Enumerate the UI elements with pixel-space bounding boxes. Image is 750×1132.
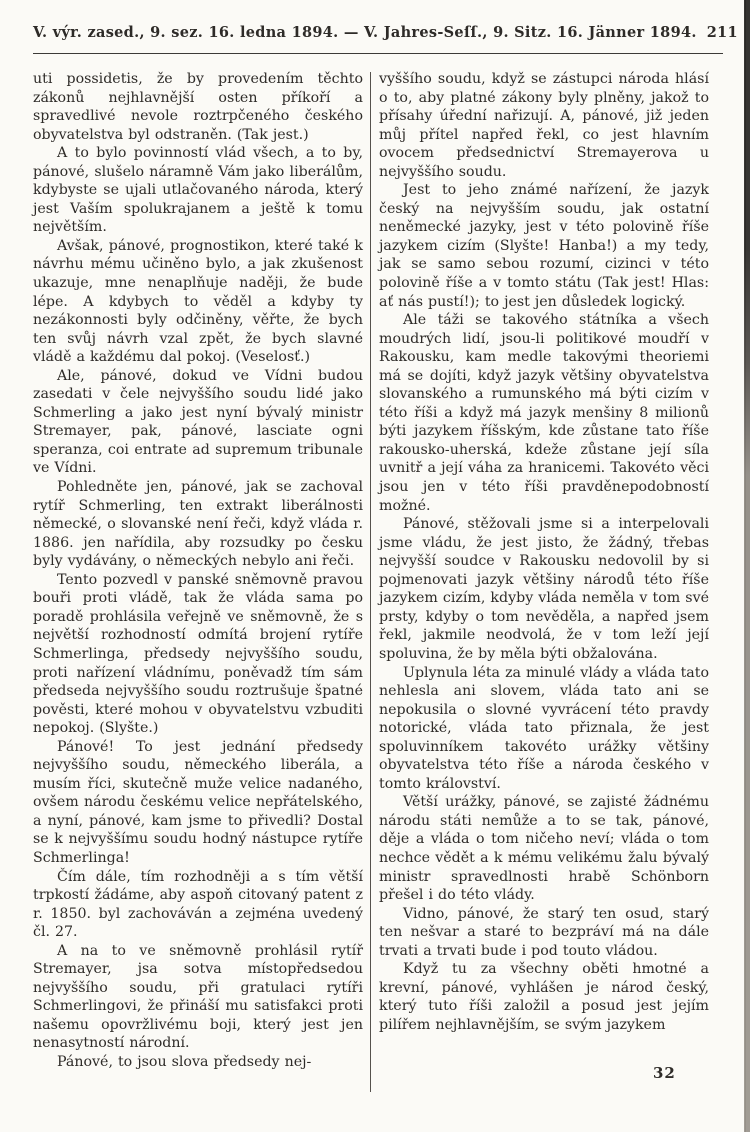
paragraph: Jest to jeho známé nařízení, že jazyk český na nejvyšším soudu, jak ostatní neněmecké jazyky, jest v této polovině říše jazykem cizím (Slyšte! Hanba!) a my tedy, jak se samo sebou rozumí, cizinci v této polovině říše a v tomto státu (Tak jest! Hlas: ať nás pustí!); to jest jen důsledek logický. (379, 182, 709, 310)
paragraph: Pánové, to jsou slova předsedy nej- (57, 1053, 312, 1070)
paragraph: Větší urážky, pánové, se zajisté žádnému národu státi nemůže a to se tak, pánové, děje a vláda o tom ničeho neví; vláda o tom nechce vědět a k mému velikému žalu bývalý ministr spravedlnosti hrabě Schönborn přešel i do této vlády. (379, 794, 709, 904)
paragraph: uti possidetis, že by provedením těchto zákonů nejhlavnější osten příkoří a spravedlivé nevole roztrpčeného českého obyvatelstva byl odstraněn. (Tak jest.) (33, 71, 363, 143)
scan-edge-artifact (744, 0, 750, 1132)
paragraph: Tento pozvedl v panské sněmovně pravou bouři proti vládě, tak že vláda sama po poradě prohlásila veřejně ve sněmovně, že s největší rozhodností odmítá brojení rytíře Schmerlinga, předsedy nejvyššího soudu, proti nařízení vládnímu, poněvadž tím sám předseda nejvyššího soudu roztrušuje špatné pověsti, které mohou v obyvatelstvu vzbuditi nepokoj. (Slyšte.) (33, 571, 363, 737)
paragraph: Pánové! To jest jednání předsedy nejvyššího soudu, německého liberála, a musím říci, skutečně muže velice nadaného, ovšem národu českému velice nepřátelského, a nyní, pánové, kam jsme to přivedli? Dostal se k nejvyššímu soudu hodný nástupce rytíře Schmerlinga! (33, 738, 363, 866)
page-header (33, 24, 738, 41)
paragraph: Vidno, pánové, že starý ten osud, starý ten nešvar a staré to bezpráví má na dále trvati a trvati bude i pod touto vládou. (379, 905, 709, 959)
paragraph: Čím dále, tím rozhodněji a s tím větší trpkostí žádáme, aby aspoň citovaný patent z r. 1850. byl zachováván a zejména uvedený čl. 27. (33, 868, 363, 941)
paragraph: Ale, pánové, dokud ve Vídni budou zasedati v čele nejvyššího soudu lidé jako Schmerling a jako jest nyní bývalý ministr Stremayer, pak, pánové, lasciate ogni speranza, coi entrate ad supremum tribunale ve Vídni. (33, 367, 363, 477)
paragraph: Avšak, pánové, prognostikon, které také k návrhu mému učiněno bylo, a jak zkušenost ukazuje, mne nenaplňuje naději, že bude lépe. A kdybych to věděl a kdyby ty nezákonnosti byly odčiněny, věřte, že bych ten svůj návrh vzal zpět, že bych slavné vládě a každému dal pokoj. (Veselosť.) (33, 237, 363, 366)
header-session-line: V. výr. zased., 9. sez. 16. ledna 1894. — V. Jahres-Seſſ., 9. Sitz. 16. Jänner 1894. (33, 24, 697, 41)
header-rule (33, 53, 723, 54)
paragraph: Pánové, stěžovali jsme si a interpelovali jsme vládu, že jest jisto, že žádný, třebas nejvyšší soudce v Rakousku nedovolil by si pojmenovati jazyk většiny národů této říše jazykem cizím, kdyby vláda neměla v tom své prsty, kdyby o tom nevěděla, a napřed jsem řekl, jakmile neodvolá, že v tom leží její spoluvina, že by měla býti obžalována. (379, 516, 709, 662)
paragraph: Pohledněte jen, pánové, jak se zachoval rytíř Schmerling, ten extrakt liberálnosti německé, o slovanské není řeči, když vláda r. 1886. jen nařídila, aby rozsudky po česku byly vydávány, o německých nebylo ani řeči. (33, 479, 363, 570)
page-number: 211 (706, 24, 738, 41)
column-divider (370, 72, 371, 1092)
right-column (379, 70, 709, 1034)
signature-mark: 32 (653, 1064, 676, 1082)
paragraph: Ale táži se takového státníka a všech moudrých lidí, jsou-li politikové moudří v Rakousku, kam medle takovými theoriemi má se dojíti, když jazyk většiny obyvatelstva slovanského a rumunského má býti cizím v této říši a když má jazyk menšiny 8 milionů býti jazykem říšským, kde zůstane tato říše rakousko-uherská, kdeže zůstane její síla uvnitř a její váha za hranicemi. Takovéto věci jsou jen v této říši pravděnepodobností možné. (379, 312, 709, 514)
paragraph: Uplynula léta za minulé vlády a vláda tato nehlesla ani slovem, vláda tato ani se nepokusila o slovné vyvrácení této pravdy notorické, vláda tato přiznala, že jest spoluvinníkem takovéto urážky většiny obyvatelstva této říše a národa českého v tomto království. (379, 664, 709, 792)
paragraph: Když tu za všechny oběti hmotné a krevní, pánové, vyhlášen je národ český, který tuto říši založil a posud jest jejím pilířem nejhlavnějším, se svým jazykem (379, 961, 709, 1033)
paragraph: A to bylo povinností vlád všech, a to by, pánové, slušelo náramně Vám jako liberálům, kdybyste se ujali utlačovaného národa, který jest Vaším spolukrajanem a ještě k tomu největším. (33, 145, 363, 236)
left-column (33, 70, 363, 1072)
paragraph: vyššího soudu, když se zástupci národa hlásí o to, aby platné zákony byly plněny, jakož to přísahy úřední nařizují. A, pánové, již jeden můj přítel napřed řekl, co jest hlavním ovocem předsednictví Stremayerova u nejvyššího soudu. (379, 71, 709, 180)
paragraph: A na to ve sněmovně prohlásil rytíř Stremayer, jsa sotva místopředsedou nejvyššího soudu, při gratulaci rytíři Schmerlingovi, že přináší mu satisfakci proti našemu opovržlivému boji, který jest jen nenasytností národní. (33, 942, 363, 1052)
